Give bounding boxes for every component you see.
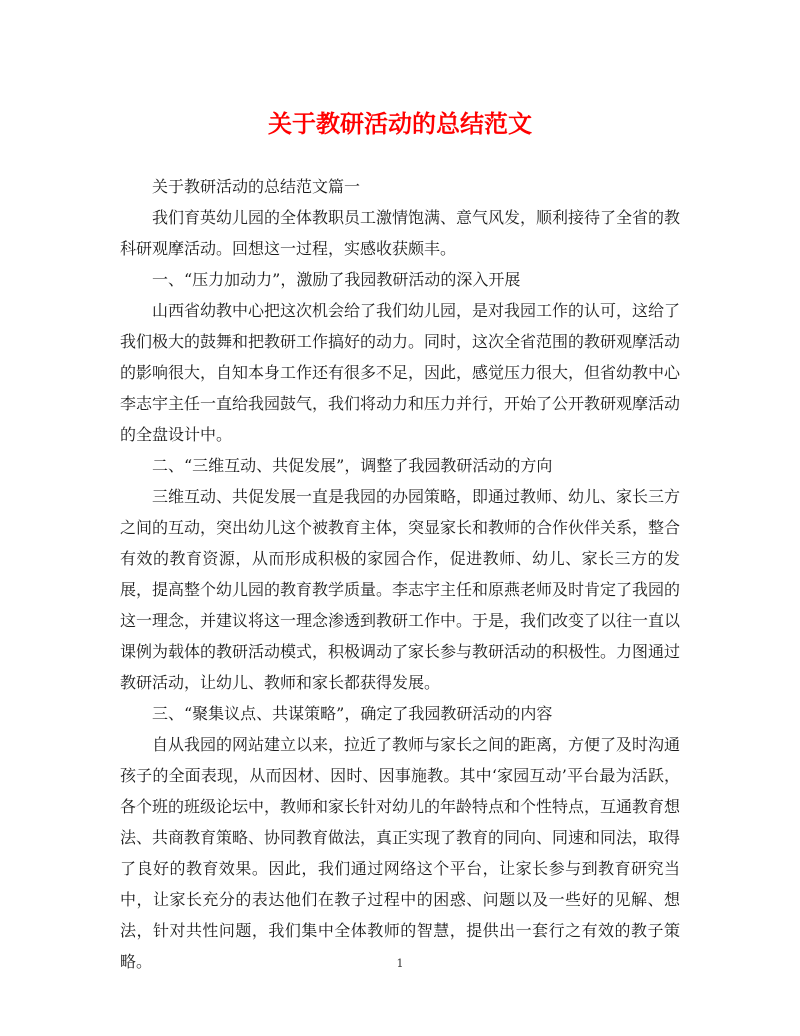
paragraph-section-3: 自从我园的网站建立以来，拉近了教师与家长之间的距离，方便了及时沟通孩子的全面表现，从而因材、因时、因事施教。其中‘家园互动’平台最为活跃，各个班的班级论坛中，教师和家长针对幼儿的年龄特点和个性特点，互通教育想法、共商教育策略、协同教育做法，真正实现了教育的同向、同速和同法，取得了良好的教育效果。因此，我们通过网络这个平台，让家长参与到教育研究当中，让家长充分的表达他们在教子过程中的困惑、问题以及一些好的见解、想法，针对共性问题，我们集中全体教师的智慧，提供出一套行之有效的教子策略。 [120,735,681,971]
page-number: 1 [396,957,404,970]
paragraph-section-1: 山西省幼教中心把这次机会给了我们幼儿园，是对我园工作的认可，这给了我们极大的鼓舞和把教研工作搞好的动力。同时，这次全省范围的教研观摩活动的影响很大，自知本身工作还有很多不足，因此，感觉压力很大，但省幼教中心李志宇主任一直给我园鼓气，我们将动力和压力并行，开始了公开教研观摩活动的全盘设计中。 [120,301,681,444]
section-heading-1: 一、“压力加动力”，激励了我园教研活动的深入开展 [152,270,521,289]
paragraph-section-2: 三维互动、共促发展一直是我园的办园策略，即通过教师、幼儿、家长三方之间的互动，突出幼儿这个被教育主体，突显家长和教师的合作伙伴关系，整合有效的教育资源，从而形成积极的家园合作，促进教师、幼儿、家长三方的发展，提高整个幼儿园的教育教学质量。李志宇主任和原燕老师及时肯定了我园的这一理念，并建议将这一理念渗透到教研工作中。于是，我们改变了以往一直以课例为载体的教研活动模式，积极调动了家长参与教研活动的积极性。力图通过教研活动，让幼儿、教师和家长都获得发展。 [120,487,681,692]
section-heading-3: 三、“聚集议点、共谋策略”，确定了我园教研活动的内容 [152,704,553,723]
document-title: 关于教研活动的总结范文 [268,109,532,138]
document-body [120,171,680,977]
paragraph-subtitle: 关于教研活动的总结范文篇一 [152,177,361,196]
paragraph-intro: 我们育英幼儿园的全体教职员工激情饱满、意气风发，顺利接待了全省的教科研观摩活动。回想这一过程，实感收获颇丰。 [120,208,681,258]
section-heading-2: 二、“三维互动、共促发展”，调整了我园教研活动的方向 [152,456,553,475]
